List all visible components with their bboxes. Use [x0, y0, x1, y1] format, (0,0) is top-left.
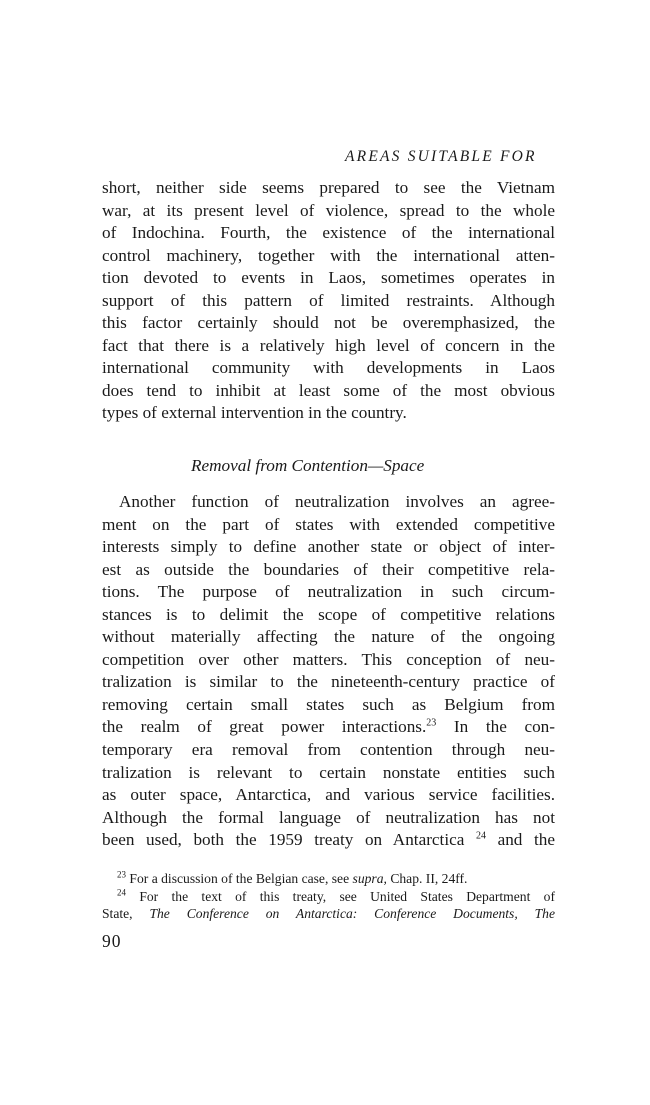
text-line	[102, 829, 555, 852]
text-line: tralization is relevant to certain nonstate entities such	[102, 762, 555, 782]
footnote-text: For a discussion of the Belgian case, see	[129, 871, 350, 886]
text-line: tion devoted to events in Laos, sometimes operates in	[102, 268, 555, 288]
text-line: Another function of neutralization involves an agree-	[119, 492, 555, 511]
text-line: this factor certainly should not be overemphasized, the	[102, 313, 555, 333]
text-line: stances is to delimit the scope of competitive relations	[102, 604, 555, 624]
footnote-text-italic: The Conference on Antarctica: Conference Documents, The	[149, 906, 555, 922]
running-head: AREAS SUITABLE FOR	[345, 148, 537, 165]
text-line: international community with developments in Laos	[102, 358, 555, 378]
paragraph-2	[102, 491, 555, 852]
footnote-number: 24	[117, 887, 126, 898]
text-fragment: In the con-	[453, 717, 556, 737]
text-line: est as outside the boundaries of their competitive rela-	[102, 559, 555, 579]
footnote-text-italic: supra,	[352, 871, 387, 886]
text-line: without materially affecting the nature of the ongoing	[102, 627, 555, 647]
section-heading: Removal from Contention—Space	[191, 456, 425, 475]
footnote-number: 23	[117, 869, 126, 880]
text-line: temporary era removal from contention through neu-	[102, 740, 555, 760]
text-line: control machinery, together with the international atten-	[102, 245, 555, 265]
text-line: tions. The purpose of neutralization in such circum-	[102, 582, 555, 602]
text-line: types of external intervention in the country.	[102, 403, 407, 423]
footnote-ref-24: 24	[475, 830, 486, 842]
footnote-23	[102, 870, 555, 888]
text-line: interests simply to define another state or object of inter-	[102, 537, 555, 557]
text-line: Although the formal language of neutralization has not	[102, 807, 555, 827]
text-line: of Indochina. Fourth, the existence of the international	[102, 223, 555, 243]
text-fragment: been used, both the 1959 treaty on Antarctica	[102, 830, 465, 850]
text-line: short, neither side seems prepared to see the Vietnam	[102, 178, 555, 197]
text-line: ment on the part of states with extended competitive	[102, 514, 555, 534]
text-line	[102, 716, 555, 739]
text-line: fact that there is a relatively high level of concern in the	[102, 335, 555, 355]
text-fragment: and the	[497, 830, 555, 850]
text-line: as outer space, Antarctica, and various service facilities.	[102, 785, 555, 805]
text-line: support of this pattern of limited restraints. Although	[102, 290, 555, 310]
text-line: competition over other matters. This conception of neu-	[102, 649, 555, 669]
footnote-text: State,	[102, 906, 133, 922]
text-fragment: the realm of great power interactions.	[102, 717, 427, 737]
footnote-text: For the text of this treaty, see United States Department of	[139, 888, 555, 904]
footnote-24	[102, 888, 555, 906]
text-line: removing certain small states such as Belgium from	[102, 694, 555, 714]
paragraph-1	[102, 177, 555, 425]
footnote-text: Chap. II, 24ff.	[390, 871, 468, 886]
footnotes	[102, 870, 555, 923]
footnote-ref-23: 23	[426, 717, 437, 729]
text-line: does tend to inhibit at least some of the most obvious	[102, 380, 555, 400]
text-line: war, at its present level of violence, spread to the whole	[102, 200, 555, 220]
footnote-24-continued	[102, 905, 555, 923]
page-number: 90	[102, 931, 122, 951]
text-line: tralization is similar to the nineteenth-century practice of	[102, 672, 555, 692]
